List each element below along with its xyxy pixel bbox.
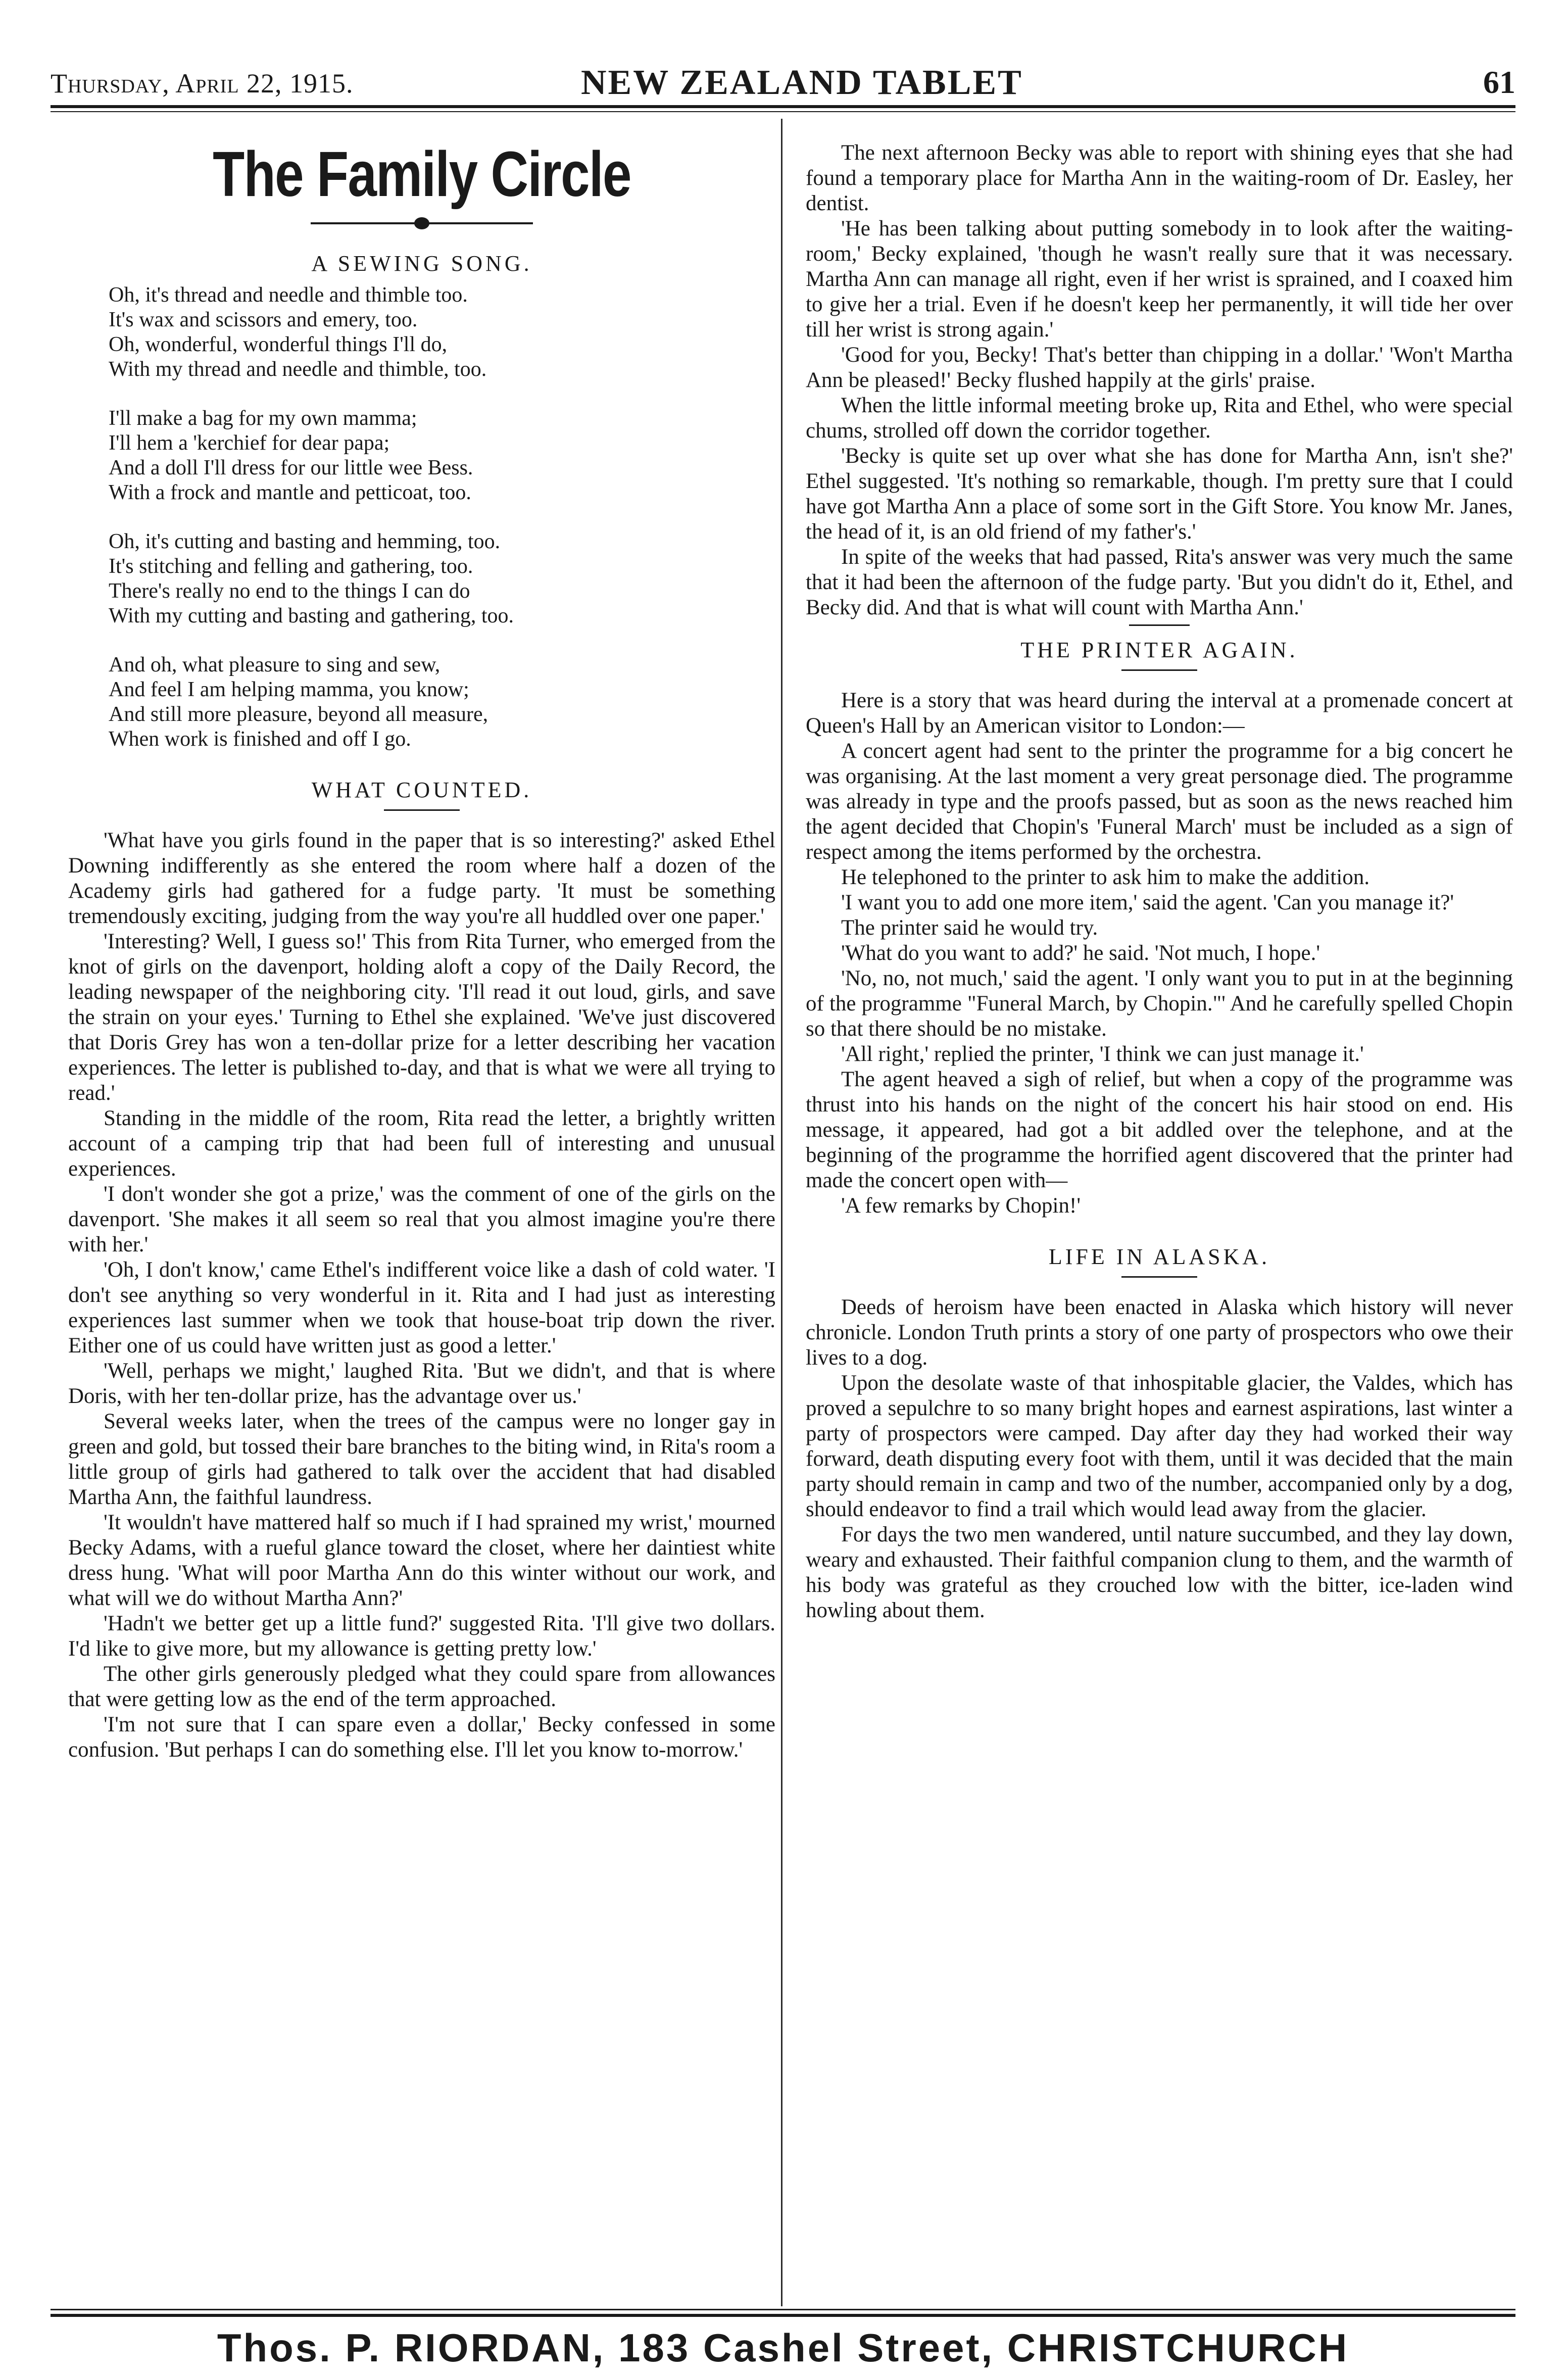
poem-line: Oh, it's cutting and basting and hemming, too. — [109, 530, 501, 553]
poem-stanza — [109, 653, 775, 752]
poem-line: And oh, what pleasure to sing and sew, — [109, 653, 440, 676]
printer-again-body — [806, 688, 1513, 1219]
paragraph: When the little informal meeting broke up, Rita and Ethel, who were special chums, strolled off down the corridor together. — [806, 394, 1513, 443]
poem-line: With a frock and mantle and petticoat, too. — [109, 481, 471, 504]
poem-line: And still more pleasure, beyond all measure, — [109, 703, 488, 726]
poem-line: There's really no end to the things I can do — [109, 579, 470, 603]
paragraph: 'What do you want to add?' he said. 'Not much, I hope.' — [841, 941, 1320, 965]
paragraph: 'A few remarks by Chopin!' — [841, 1194, 1081, 1218]
right-column — [806, 121, 1513, 1623]
life-in-alaska-body — [806, 1295, 1513, 1623]
page-header — [51, 61, 1515, 106]
section-rule — [1121, 1276, 1197, 1278]
paragraph: 'Interesting? Well, I guess so!' This from Rita Turner, who emerged from the knot of girls on the davenport, holding aloft a copy of the Daily Record, the leading newspaper of the neighboring city. 'I'll read it out loud, girls, and save the strain on your eyes.' Turning to Ethel she explained. 'We've just discovered that Doris Grey has won a ten-dollar prize for a letter describing her vacation experiences. The letter is published to-day, and that is what we were all trying to read.' — [68, 930, 775, 1105]
life-in-alaska-title: LIFE IN ALASKA. — [1048, 1244, 1270, 1269]
what-counted-continued — [806, 140, 1513, 620]
poem-stanza — [109, 406, 775, 505]
paragraph: The printer said he would try. — [841, 916, 1098, 940]
paragraph: In spite of the weeks that had passed, Rita's answer was very much the same that it had been the afternoon of the fudge party. 'But you didn't do it, Ethel, and Becky did. And that is what will count with Martha Ann.' — [806, 545, 1513, 619]
paragraph: Several weeks later, when the trees of the campus were no longer gay in green and gold, but tossed their bare branches to the biting wind, in Rita's room a little group of girls had gathered to talk over the accident that had disabled Martha Ann, the faithful laundress. — [68, 1410, 775, 1509]
paragraph: For days the two men wandered, until nature succumbed, and they lay down, weary and exhausted. Their faithful companion clung to them, and the warmth of his body was grateful as they crouched low with the bitter, ice-laden wind howling about them. — [806, 1523, 1513, 1622]
sewing-song-poem — [109, 283, 775, 752]
sewing-song-title: A SEWING SONG. — [311, 251, 532, 276]
paragraph: 'Good for you, Becky! That's better than chipping in a dollar.' 'Won't Martha Ann be pleased!' Becky flushed happily at the girls' praise. — [806, 343, 1513, 392]
poem-line: I'll hem a 'kerchief for dear papa; — [109, 431, 390, 455]
poem-stanza — [109, 283, 775, 382]
left-column — [68, 121, 775, 1763]
paragraph: A concert agent had sent to the printer the programme for a big concert he was organising. At the last moment a very great personage died. The programme was already in type and the proofs passed, but as soon as the news reached him the agent decided that Chopin's 'Funeral March' must be included as a sign of respect among the items performed by the orchestra. — [806, 739, 1513, 864]
paragraph: 'What have you girls found in the paper that is so interesting?' asked Ethel Downing indifferently as she entered the room where half a dozen of the Academy girls had gathered for a fudge party. 'It must be something tremendously exciting, judging from the way you're all huddled over one paper.' — [68, 829, 775, 928]
printer-again-title: THE PRINTER AGAIN. — [1020, 638, 1298, 662]
section-rule — [1129, 624, 1190, 626]
section-rule — [384, 809, 460, 811]
paragraph: 'Well, perhaps we might,' laughed Rita. 'But we didn't, and that is where Doris, with her ten-dollar prize, has the advantage over us.' — [68, 1359, 775, 1408]
footer-rule-thin — [51, 2309, 1515, 2310]
poem-stanza — [109, 529, 775, 628]
poem-line: It's stitching and felling and gathering, too. — [109, 555, 473, 578]
poem-line: Oh, it's thread and needle and thimble too. — [109, 283, 468, 307]
poem-line: And a doll I'll dress for our little wee Bess. — [109, 456, 473, 479]
what-counted-body — [68, 828, 775, 1763]
paragraph: He telephoned to the printer to ask him to make the addition. — [841, 865, 1370, 889]
paragraph: 'It wouldn't have mattered half so much if I had sprained my wrist,' mourned Becky Adams, with a rueful glance toward the closet, where her daintiest white dress hung. 'What will poor Martha Ann do this winter without our work, and what will we do without Martha Ann?' — [68, 1511, 775, 1610]
header-rule-thin — [51, 111, 1515, 112]
paragraph: 'All right,' replied the printer, 'I think we can just manage it.' — [841, 1042, 1364, 1066]
paragraph: The next afternoon Becky was able to report with shining eyes that she had found a temporary place for Martha Ann in the waiting-room of Dr. Easley, her dentist. — [806, 141, 1513, 215]
paragraph: Deeds of heroism have been enacted in Alaska which history will never chronicle. London Truth prints a story of one party of prospectors who owe their lives to a dog. — [806, 1295, 1513, 1370]
title-ornament — [68, 217, 775, 229]
header-date: Thursday, April 22, 1915. — [51, 68, 354, 99]
section-title: The Family Circle — [213, 138, 631, 210]
paragraph: 'I want you to add one more item,' said the agent. 'Can you manage it?' — [841, 891, 1454, 914]
poem-line: With my cutting and basting and gathering, too. — [109, 604, 514, 627]
paragraph: 'Becky is quite set up over what she has done for Martha Ann, isn't she?' Ethel suggested. 'It's nothing so remarkable, though. I'm pretty sure that I could have got Martha Ann a place of some sort in the Gift Store. You know Mr. Janes, the head of it, is an old friend of my father's.' — [806, 444, 1513, 544]
poem-line: With my thread and needle and thimble, too. — [109, 358, 487, 381]
paragraph: The agent heaved a sigh of relief, but when a copy of the programme was thrust into his hands on the night of the concert his hair stood on end. His message, it appeared, had got a bit addled over the telephone, and at the beginning of the programme the horrified agent discovered that the printer had made the concert open with— — [806, 1068, 1513, 1192]
paragraph: 'I'm not sure that I can spare even a dollar,' Becky confessed in some confusion. 'But perhaps I can do something else. I'll let you know to-morrow.' — [68, 1713, 775, 1762]
paragraph: Upon the desolate waste of that inhospitable glacier, the Valdes, which has proved a sepulchre to so many bright hopes and earnest aspirations, last winter a party of prospectors were camped. Day after day they had worked their way forward, death disputing every foot with them, until it was decided that the main party should remain in camp and two of the number, accompanied only by a dog, should endeavor to find a trail which would lead away from the glacier. — [806, 1371, 1513, 1521]
column-divider — [781, 119, 782, 2306]
paragraph: Standing in the middle of the room, Rita read the letter, a brightly written account of a camping trip that had been full of interesting and unusual experiences. — [68, 1106, 775, 1181]
header-rule-thick — [51, 105, 1515, 108]
section-rule — [1121, 669, 1197, 671]
paragraph: 'Oh, I don't know,' came Ethel's indifferent voice like a dash of cold water. 'I don't see anything so very wonderful in it. Rita and I had just as interesting experiences last summer when we took that house-boat trip down the river. Either one of us could have written just as good a letter.' — [68, 1258, 775, 1358]
paragraph: Here is a story that was heard during the interval at a promenade concert at Queen's Hall by an American visitor to London:— — [806, 689, 1513, 738]
footer-rule-thick — [51, 2314, 1515, 2317]
paragraph: 'I don't wonder she got a prize,' was the comment of one of the girls on the davenport. 'She makes it all seem so real that you almost imagine you're there with her.' — [68, 1182, 775, 1256]
what-counted-title: WHAT COUNTED. — [311, 778, 532, 802]
header-page-number: 61 — [1483, 64, 1515, 100]
poem-line: When work is finished and off I go. — [109, 728, 411, 751]
poem-line: I'll make a bag for my own mamma; — [109, 407, 417, 430]
poem-line: It's wax and scissors and emery, too. — [109, 308, 418, 331]
paragraph: The other girls generously pledged what they could spare from allowances that were getting low as the end of the term approached. — [68, 1662, 775, 1711]
paragraph: 'No, no, not much,' said the agent. 'I only want you to put in at the beginning of the programme "Funeral March, by Chopin."' And he carefully spelled Chopin so that there should be no mistake. — [806, 966, 1513, 1041]
poem-line: And feel I am helping mamma, you know; — [109, 678, 469, 701]
footer-advert: Thos. P. RIORDAN, 183 Cashel Street, CHRISTCHURCH — [217, 2325, 1349, 2370]
paragraph: 'Hadn't we better get up a little fund?' suggested Rita. 'I'll give two dollars. I'd like to give more, but my allowance is getting pretty low.' — [68, 1612, 775, 1661]
paragraph: 'He has been talking about putting somebody in to look after the waiting-room,' Becky explained, 'though he wasn't really sure that it was necessary. Martha Ann can manage all right, even if her wrist is sprained, and I coaxed him to give her a trial. Even if he doesn't keep her permanently, it will tide her over till her wrist is strong again.' — [806, 217, 1513, 342]
header-publication: NEW ZEALAND TABLET — [581, 63, 1023, 102]
poem-line: Oh, wonderful, wonderful things I'll do, — [109, 333, 448, 356]
